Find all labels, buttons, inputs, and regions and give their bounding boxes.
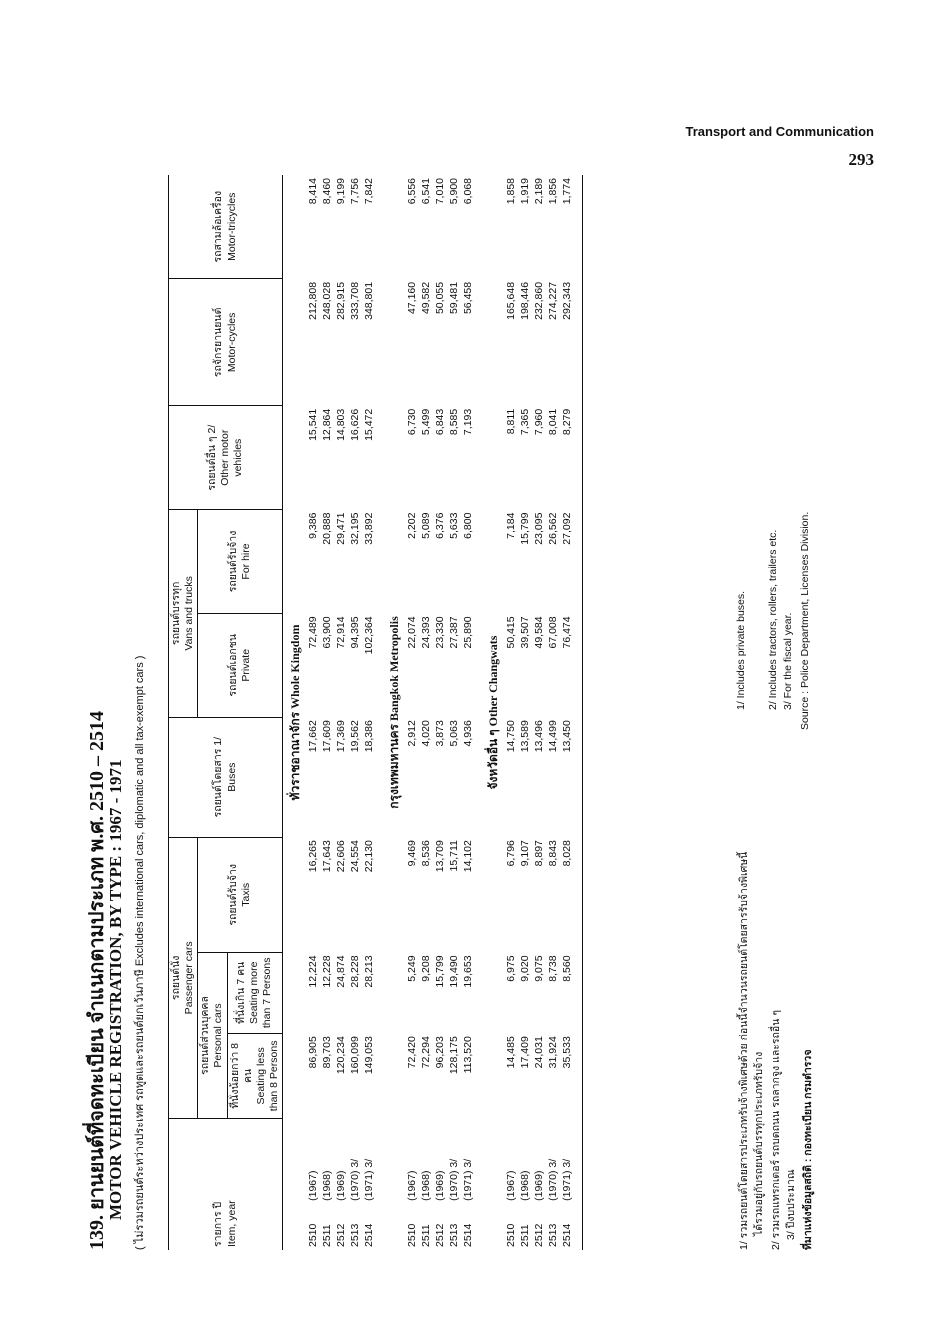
table-cell: 5,089 bbox=[420, 512, 432, 539]
table-cell: 9,075 bbox=[533, 955, 545, 982]
table-row bbox=[546, 175, 560, 1250]
table-cell: 7,960 bbox=[533, 408, 545, 436]
section-title-row bbox=[483, 175, 504, 1250]
table-cell: 24,874 bbox=[335, 955, 347, 988]
header-hire: รถยนต์รับจ้าง For hire bbox=[198, 510, 283, 614]
table-cell: 6,068 bbox=[462, 178, 474, 205]
table-cell: 72,294 bbox=[420, 1036, 432, 1069]
header-vans: รถยนต์บรรทุก Vans and trucks bbox=[169, 510, 198, 718]
year-thai: 2512 bbox=[434, 1223, 446, 1247]
year-thai: 2514 bbox=[462, 1223, 474, 1247]
table-cell: 12,864 bbox=[321, 408, 333, 441]
table-cell: 8,560 bbox=[561, 955, 573, 982]
header-motorcycles: รถจักรยานยนต์ Motor-cycles bbox=[169, 279, 283, 406]
table-row bbox=[461, 175, 475, 1250]
year-ad: (1968) bbox=[420, 1170, 432, 1201]
page-number: 293 bbox=[848, 150, 874, 169]
table-cell: 8,460 bbox=[321, 178, 333, 205]
table-cell: 17,643 bbox=[321, 840, 333, 873]
table-cell: 6,556 bbox=[406, 178, 418, 205]
year-ad: (1969) bbox=[533, 1170, 545, 1201]
year-thai: 2512 bbox=[335, 1223, 347, 1247]
table-cell: 333,708 bbox=[349, 281, 361, 320]
table-cell: 7,365 bbox=[519, 408, 531, 436]
header-private: รถยนต์เอกชน Private bbox=[198, 613, 283, 717]
table-cell: 13,589 bbox=[519, 720, 531, 753]
table-cell: 6,843 bbox=[434, 408, 446, 436]
table-cell: 17,609 bbox=[321, 720, 333, 753]
table-cell: 15,472 bbox=[363, 408, 375, 441]
table-cell: 1,919 bbox=[519, 178, 531, 205]
table-cell: 86,905 bbox=[307, 1036, 319, 1069]
table-cell: 165,648 bbox=[505, 281, 517, 320]
table-cell: 16,626 bbox=[349, 408, 361, 441]
table-cell: 128,175 bbox=[448, 1036, 460, 1075]
table-cell: 8,585 bbox=[448, 408, 460, 436]
table-subtitle bbox=[130, 656, 148, 1250]
table-cell: 212,808 bbox=[307, 281, 319, 320]
table-cell: 9,199 bbox=[335, 178, 347, 205]
table-cell: 19,490 bbox=[448, 955, 460, 988]
table-cell: 50,415 bbox=[505, 616, 517, 649]
table-row bbox=[433, 175, 447, 1250]
header-passenger: รถยนต์นั่ง Passenger cars bbox=[169, 837, 198, 1118]
year-thai: 2510 bbox=[307, 1223, 319, 1247]
source-thai: ที่มาแห่งข้อมูลสถิติ : กองทะเบียน กรมตำรวจ bbox=[802, 1049, 814, 1250]
footnote-english-1: 1/ Includes private buses. bbox=[735, 590, 747, 710]
year-thai: 2511 bbox=[321, 1224, 333, 1247]
table-cell: 6,730 bbox=[406, 408, 418, 436]
table-cell: 23,095 bbox=[533, 512, 545, 545]
year-thai: 2511 bbox=[420, 1224, 432, 1247]
header-buses: รถยนต์โดยสาร 1/ Buses bbox=[169, 717, 283, 837]
table-cell: 35,533 bbox=[561, 1036, 573, 1069]
table-cell: 3,873 bbox=[434, 720, 446, 747]
header-personal: รถยนต์ส่วนบุคคล Personal cars bbox=[198, 952, 227, 1118]
table-cell: 8,843 bbox=[547, 840, 559, 867]
table-number: 139. bbox=[86, 1215, 108, 1250]
year-thai: 2514 bbox=[561, 1223, 573, 1247]
table-cell: 9,208 bbox=[420, 955, 432, 982]
year-ad: (1970) 3/ bbox=[547, 1158, 559, 1201]
section-title-row bbox=[384, 175, 405, 1250]
table-cell: 22,606 bbox=[335, 840, 347, 873]
table-cell: 14,750 bbox=[505, 720, 517, 753]
table-cell: 72,420 bbox=[406, 1036, 418, 1069]
table-cell: 94,395 bbox=[349, 616, 361, 649]
footnote-thai-1b: ได้รวมอยู่กับรถยนต์บรรทุกประเภทรับจ้าง bbox=[753, 1051, 765, 1236]
table-cell: 13,709 bbox=[434, 840, 446, 873]
table-cell: 6,376 bbox=[434, 512, 446, 539]
year-ad: (1968) bbox=[519, 1170, 531, 1201]
table-cell: 8,738 bbox=[547, 955, 559, 982]
table-title-english: MOTOR VEHICLE REGISTRATION, BY TYPE : 1967 - 1971 bbox=[106, 759, 125, 1220]
table-cell: 149,053 bbox=[363, 1036, 375, 1075]
table-cell: 7,756 bbox=[349, 178, 361, 205]
table-cell: 6,796 bbox=[505, 840, 517, 867]
table-cell: 113,520 bbox=[462, 1036, 474, 1074]
table-cell: 27,092 bbox=[561, 512, 573, 545]
table-cell: 6,541 bbox=[420, 178, 432, 205]
table-cell: 27,387 bbox=[448, 616, 460, 649]
table-row bbox=[320, 175, 334, 1250]
footnote-english-2: 2/ Includes tractors, rollers, trailers etc. bbox=[767, 529, 779, 710]
table-cell: 72,914 bbox=[335, 616, 347, 649]
table-cell: 22,074 bbox=[406, 616, 418, 649]
section-title-english: Whole Kingdom bbox=[288, 624, 302, 709]
table-row bbox=[306, 175, 320, 1250]
table-cell: 4,020 bbox=[420, 720, 432, 747]
year-ad: (1969) bbox=[335, 1170, 347, 1201]
table-cell: 8,279 bbox=[561, 408, 573, 436]
year-thai: 2513 bbox=[547, 1223, 559, 1247]
year-thai: 2510 bbox=[406, 1223, 418, 1247]
year-thai: 2510 bbox=[505, 1223, 517, 1247]
subtitle-thai: ( ไม่รวมรถยนต์ระหว่างประเทศ รถทูตและรถยนต์ยกเว้นภาษี bbox=[134, 969, 146, 1250]
section-title-thai: จังหวัดอื่น ๆ bbox=[486, 729, 500, 790]
table-row bbox=[560, 175, 574, 1250]
table-row bbox=[405, 175, 419, 1250]
table-cell: 8,536 bbox=[420, 840, 432, 867]
table-cell: 13,450 bbox=[561, 720, 573, 753]
year-ad: (1970) 3/ bbox=[349, 1158, 361, 1201]
footnote-thai-3: 3/ ปีงบประมาณ bbox=[785, 1169, 797, 1240]
year-ad: (1971) 3/ bbox=[363, 1158, 375, 1201]
table-cell: 2,912 bbox=[406, 720, 418, 747]
table-cell: 7,193 bbox=[462, 408, 474, 436]
year-thai: 2512 bbox=[533, 1223, 545, 1247]
table-row bbox=[518, 175, 532, 1250]
rotated-table-page bbox=[80, 160, 814, 1250]
year-thai: 2511 bbox=[519, 1224, 531, 1247]
table-cell: 282,915 bbox=[335, 281, 347, 320]
table-cell: 2,202 bbox=[406, 512, 418, 539]
table-cell: 32,195 bbox=[349, 512, 361, 545]
table-cell: 15,711 bbox=[448, 840, 460, 872]
table-cell: 198,446 bbox=[519, 281, 531, 320]
source-english: Source : Police Department, Licenses Division. bbox=[799, 511, 811, 730]
footnote-english-3: 3/ For the fiscal year. bbox=[782, 612, 794, 710]
table-cell: 9,107 bbox=[519, 840, 531, 867]
table-cell: 24,393 bbox=[420, 616, 432, 649]
table-cell: 24,031 bbox=[533, 1036, 545, 1069]
table-row bbox=[419, 175, 433, 1250]
year-ad: (1970) 3/ bbox=[448, 1158, 460, 1201]
table-cell: 4,936 bbox=[462, 720, 474, 747]
table-cell: 12,228 bbox=[321, 955, 333, 988]
table-cell: 14,499 bbox=[547, 720, 559, 753]
table-row bbox=[348, 175, 362, 1250]
table-cell: 29,471 bbox=[335, 512, 347, 545]
table-cell: 1,858 bbox=[505, 178, 517, 205]
table-row bbox=[447, 175, 461, 1250]
section-title-thai: กรุงเทพมหานคร bbox=[387, 724, 401, 809]
table-cell: 14,485 bbox=[505, 1036, 517, 1069]
subtitle-english: Excludes international cars, diplomatic and all tax-exempt cars ) bbox=[134, 655, 146, 967]
header-seat-gt7: ที่นั่งเกิน 7 คน Seating more than 7 Persons bbox=[227, 952, 283, 1033]
table-cell: 19,562 bbox=[349, 720, 361, 753]
section-title-english: Other Changwats bbox=[486, 635, 500, 727]
table-cell: 120,234 bbox=[335, 1036, 347, 1075]
table-cell: 8,414 bbox=[307, 178, 319, 205]
table-cell: 1,856 bbox=[547, 178, 559, 205]
table-cell: 102,364 bbox=[363, 616, 375, 655]
table-cell: 9,469 bbox=[406, 840, 418, 867]
table-cell: 13,496 bbox=[533, 720, 545, 753]
table-cell: 5,063 bbox=[448, 720, 460, 747]
year-ad: (1967) bbox=[505, 1170, 517, 1201]
table-cell: 8,041 bbox=[547, 408, 559, 436]
table-cell: 23,330 bbox=[434, 616, 446, 649]
year-ad: (1969) bbox=[434, 1170, 446, 1201]
table-cell: 8,028 bbox=[561, 840, 573, 867]
table-cell: 7,184 bbox=[505, 512, 517, 539]
table-cell: 49,584 bbox=[533, 616, 545, 649]
table-cell: 8,811 bbox=[505, 408, 517, 435]
table-cell: 17,369 bbox=[335, 720, 347, 753]
table-cell: 28,228 bbox=[349, 955, 361, 988]
table-cell: 28,213 bbox=[363, 955, 375, 988]
table-cell: 348,801 bbox=[363, 281, 375, 320]
table-cell: 39,507 bbox=[519, 616, 531, 649]
table-cell: 7,842 bbox=[363, 178, 375, 205]
table-cell: 96,203 bbox=[434, 1036, 446, 1069]
table-cell: 5,499 bbox=[420, 408, 432, 436]
table-cell: 292,343 bbox=[561, 281, 573, 320]
header-other: รถยนต์อื่น ๆ 2/ Other motor vehicles bbox=[169, 406, 283, 510]
table-cell: 49,582 bbox=[420, 281, 432, 315]
table-cell: 17,662 bbox=[307, 720, 319, 753]
table-cell: 160,099 bbox=[349, 1036, 361, 1075]
section-title-row bbox=[285, 175, 306, 1250]
table-cell: 7,010 bbox=[434, 178, 446, 205]
year-ad: (1971) 3/ bbox=[462, 1158, 474, 1201]
table-cell: 22,130 bbox=[363, 840, 375, 873]
year-ad: (1968) bbox=[321, 1170, 333, 1201]
table-cell: 63,900 bbox=[321, 616, 333, 649]
year-ad: (1967) bbox=[307, 1170, 319, 1201]
table-row bbox=[334, 175, 348, 1250]
table-cell: 5,900 bbox=[448, 178, 460, 205]
table-cell: 5,633 bbox=[448, 512, 460, 539]
table-cell: 6,800 bbox=[462, 512, 474, 539]
section-title-english: Bangkok Metropolis bbox=[387, 616, 401, 722]
table-cell: 5,249 bbox=[406, 955, 418, 982]
registration-table bbox=[168, 175, 587, 1250]
table-cell: 15,799 bbox=[519, 512, 531, 545]
table-cell: 59,481 bbox=[448, 281, 460, 315]
table-cell: 20,888 bbox=[321, 512, 333, 545]
table-cell: 6,975 bbox=[505, 955, 517, 982]
footnote-thai-1: 1/ รวมรถยนต์โดยสารประเภทรับจ้างพิเศษด้วย ก่อนนี้จำนวนรถยนต์โดยสารรับจ้างพิเศษนี้ bbox=[738, 851, 750, 1250]
table-cell: 76,474 bbox=[561, 616, 573, 649]
table-cell: 15,541 bbox=[307, 408, 319, 441]
table-cell: 248,028 bbox=[321, 281, 333, 320]
table-cell: 15,799 bbox=[434, 955, 446, 988]
table-cell: 33,892 bbox=[363, 512, 375, 545]
table-cell: 31,924 bbox=[547, 1036, 559, 1069]
table-cell: 67,008 bbox=[547, 616, 559, 649]
table-cell: 24,554 bbox=[349, 840, 361, 873]
table-cell: 17,409 bbox=[519, 1036, 531, 1069]
year-thai: 2514 bbox=[363, 1223, 375, 1247]
year-ad: (1971) 3/ bbox=[561, 1158, 573, 1201]
title-thai-text: ยานยนต์ที่จดทะเบียน จำแนกตามประเภท พ.ศ. 2510 – 2514 bbox=[86, 710, 108, 1210]
table-cell: 9,020 bbox=[519, 955, 531, 982]
table-cell: 19,653 bbox=[462, 955, 474, 988]
table-cell: 232,860 bbox=[533, 281, 545, 320]
year-thai: 2513 bbox=[448, 1223, 460, 1247]
header-seat-lt8: ที่นั่งน้อยกว่า 8 คน Seating less than 8 Persons bbox=[227, 1033, 283, 1118]
running-head: Transport and Communication bbox=[685, 124, 874, 139]
table-cell: 89,703 bbox=[321, 1036, 333, 1069]
table-cell: 16,265 bbox=[307, 840, 319, 873]
header-tricycles: รถสามล้อเครื่อง Motor-tricycles bbox=[169, 175, 283, 279]
table-cell: 56,458 bbox=[462, 281, 474, 315]
table-cell: 14,803 bbox=[335, 408, 347, 441]
table-cell: 9,386 bbox=[307, 512, 319, 539]
header-taxis: รถยนต์รับจ้าง Taxis bbox=[198, 837, 283, 952]
table-cell: 25,890 bbox=[462, 616, 474, 649]
table-cell: 14,102 bbox=[462, 840, 474, 873]
year-ad: (1967) bbox=[406, 1170, 418, 1201]
table-cell: 50,055 bbox=[434, 281, 446, 315]
table-row bbox=[504, 175, 518, 1250]
table-cell: 26,562 bbox=[547, 512, 559, 545]
table-cell: 18,386 bbox=[363, 720, 375, 753]
table-cell: 8,897 bbox=[533, 840, 545, 867]
table-cell: 274,227 bbox=[547, 281, 559, 320]
table-cell: 2,189 bbox=[533, 178, 545, 205]
header-item: รายการ ปี Item, year bbox=[169, 1119, 283, 1250]
table-cell: 72,489 bbox=[307, 616, 319, 649]
table-row bbox=[532, 175, 546, 1250]
year-thai: 2513 bbox=[349, 1223, 361, 1247]
section-title-thai: ทั่วราชอาณาจักร bbox=[288, 711, 302, 801]
table-cell: 47,160 bbox=[406, 281, 418, 315]
table-row bbox=[362, 175, 376, 1250]
table-cell: 1,774 bbox=[561, 178, 573, 205]
table-cell: 12,224 bbox=[307, 955, 319, 988]
footnote-thai-2: 2/ รวมรถแทรกเตอร์ รถบดถนน รถลากจูง และรถอื่น ๆ bbox=[770, 1010, 782, 1250]
